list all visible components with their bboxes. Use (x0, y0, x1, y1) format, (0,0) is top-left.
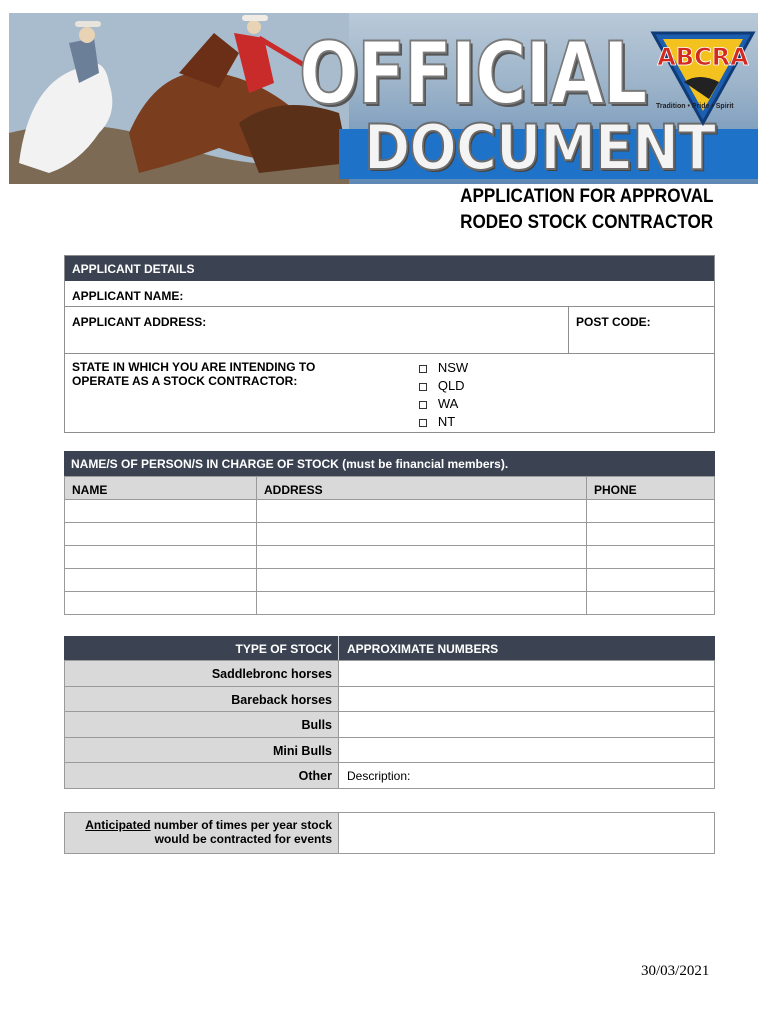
nsw-label: NSW (437, 360, 469, 375)
rodeo-scene-illustration (9, 13, 349, 184)
state-option-nsw[interactable] (419, 359, 539, 377)
svg-text:ABCRA: ABCRA (657, 43, 749, 71)
person-address-cell[interactable] (256, 499, 587, 523)
stock-type-title: TYPE OF STOCK (235, 642, 332, 656)
applicant-details-header (65, 256, 714, 281)
nt-label: NT (437, 414, 456, 429)
col-phone-header (586, 476, 715, 500)
postcode-label: POST CODE: (576, 315, 651, 329)
person-address-cell[interactable] (256, 591, 587, 615)
col-name-header (64, 476, 257, 500)
person-phone-cell[interactable] (586, 499, 715, 523)
banner-tagline: Tradition • Pride • Spirit (656, 103, 734, 110)
nsw-checkbox[interactable] (419, 365, 427, 373)
applicant-details-section (64, 255, 715, 433)
anticipated-label-cell (64, 812, 339, 854)
person-address-cell[interactable] (256, 545, 587, 569)
banner-word-official: OFFICIAL (299, 24, 646, 124)
stock-type-label: Bulls (301, 718, 332, 732)
qld-label: QLD (437, 378, 465, 393)
stock-header-type (64, 636, 338, 661)
banner-word-document: DOCUMENT (364, 111, 716, 184)
stock-numbers-title: APPROXIMATE NUMBERS (347, 642, 499, 656)
stock-number-input[interactable] (338, 737, 715, 764)
col-name-label: NAME (72, 483, 108, 497)
person-phone-cell[interactable] (586, 591, 715, 615)
stock-number-input[interactable] (338, 762, 715, 789)
anticipated-underlined: Anticipated (85, 818, 151, 832)
anticipated-line1: number of times per year stock (150, 818, 332, 832)
applicant-details-title: APPLICANT DETAILS (72, 262, 195, 276)
state-label-line1: STATE IN WHICH YOU ARE INTENDING TO (72, 360, 316, 374)
stock-number-input[interactable] (338, 660, 715, 687)
stock-type-label: Saddlebronc horses (211, 667, 332, 681)
state-option-wa[interactable] (419, 395, 539, 413)
abcra-logo (649, 27, 757, 127)
col-phone-label: PHONE (594, 483, 637, 497)
official-document-banner (9, 13, 758, 184)
stock-number-input[interactable] (338, 711, 715, 738)
state-label-line2: OPERATE AS A STOCK CONTRACTOR: (72, 374, 298, 388)
form-title-line2: RODEO STOCK CONTRACTOR (459, 212, 713, 233)
person-phone-cell[interactable] (586, 568, 715, 592)
persons-in-charge-section (64, 451, 715, 614)
stock-section (64, 636, 715, 789)
stock-header-numbers (338, 636, 715, 661)
person-name-cell[interactable] (64, 591, 257, 615)
person-address-cell[interactable] (256, 522, 587, 546)
stock-type-cell (64, 762, 339, 789)
person-name-cell[interactable] (64, 499, 257, 523)
postcode-field[interactable] (569, 307, 714, 354)
person-phone-cell[interactable] (586, 545, 715, 569)
person-phone-cell[interactable] (586, 522, 715, 546)
col-address-label: ADDRESS (264, 483, 323, 497)
state-options (419, 359, 539, 431)
stock-type-label: Mini Bulls (272, 743, 332, 758)
stock-type-cell (64, 660, 339, 687)
persons-header (64, 451, 715, 476)
wa-checkbox[interactable] (419, 401, 427, 409)
anticipated-line2: would be contracted for events (154, 832, 332, 846)
anticipated-input[interactable] (338, 812, 715, 854)
stock-type-cell (64, 737, 339, 764)
qld-checkbox[interactable] (419, 383, 427, 391)
person-name-cell[interactable] (64, 522, 257, 546)
applicant-name-label: APPLICANT NAME: (72, 289, 184, 303)
stock-description-label: Description: (347, 769, 411, 783)
persons-title: NAME/S OF PERSON/S IN CHARGE OF STOCK (must be financial members). (71, 457, 509, 471)
wa-label: WA (437, 396, 459, 411)
stock-type-label: Bareback horses (231, 692, 332, 707)
col-address-header (256, 476, 587, 500)
applicant-address-label: APPLICANT ADDRESS: (72, 315, 207, 329)
state-option-qld[interactable] (419, 377, 539, 395)
stock-number-input[interactable] (338, 686, 715, 713)
stock-type-cell (64, 711, 339, 738)
applicant-address-field[interactable] (65, 307, 569, 354)
state-option-nt[interactable] (419, 413, 539, 431)
person-name-cell[interactable] (64, 568, 257, 592)
form-title-line1: APPLICATION FOR APPROVAL (459, 186, 713, 207)
stock-type-label: Other (298, 769, 332, 783)
person-name-cell[interactable] (64, 545, 257, 569)
person-address-cell[interactable] (256, 568, 587, 592)
state-label-block (72, 360, 392, 388)
document-date: 30/03/2021 (641, 963, 710, 979)
applicant-name-field[interactable] (65, 281, 714, 307)
stock-type-cell (64, 686, 339, 713)
nt-checkbox[interactable] (419, 419, 427, 427)
